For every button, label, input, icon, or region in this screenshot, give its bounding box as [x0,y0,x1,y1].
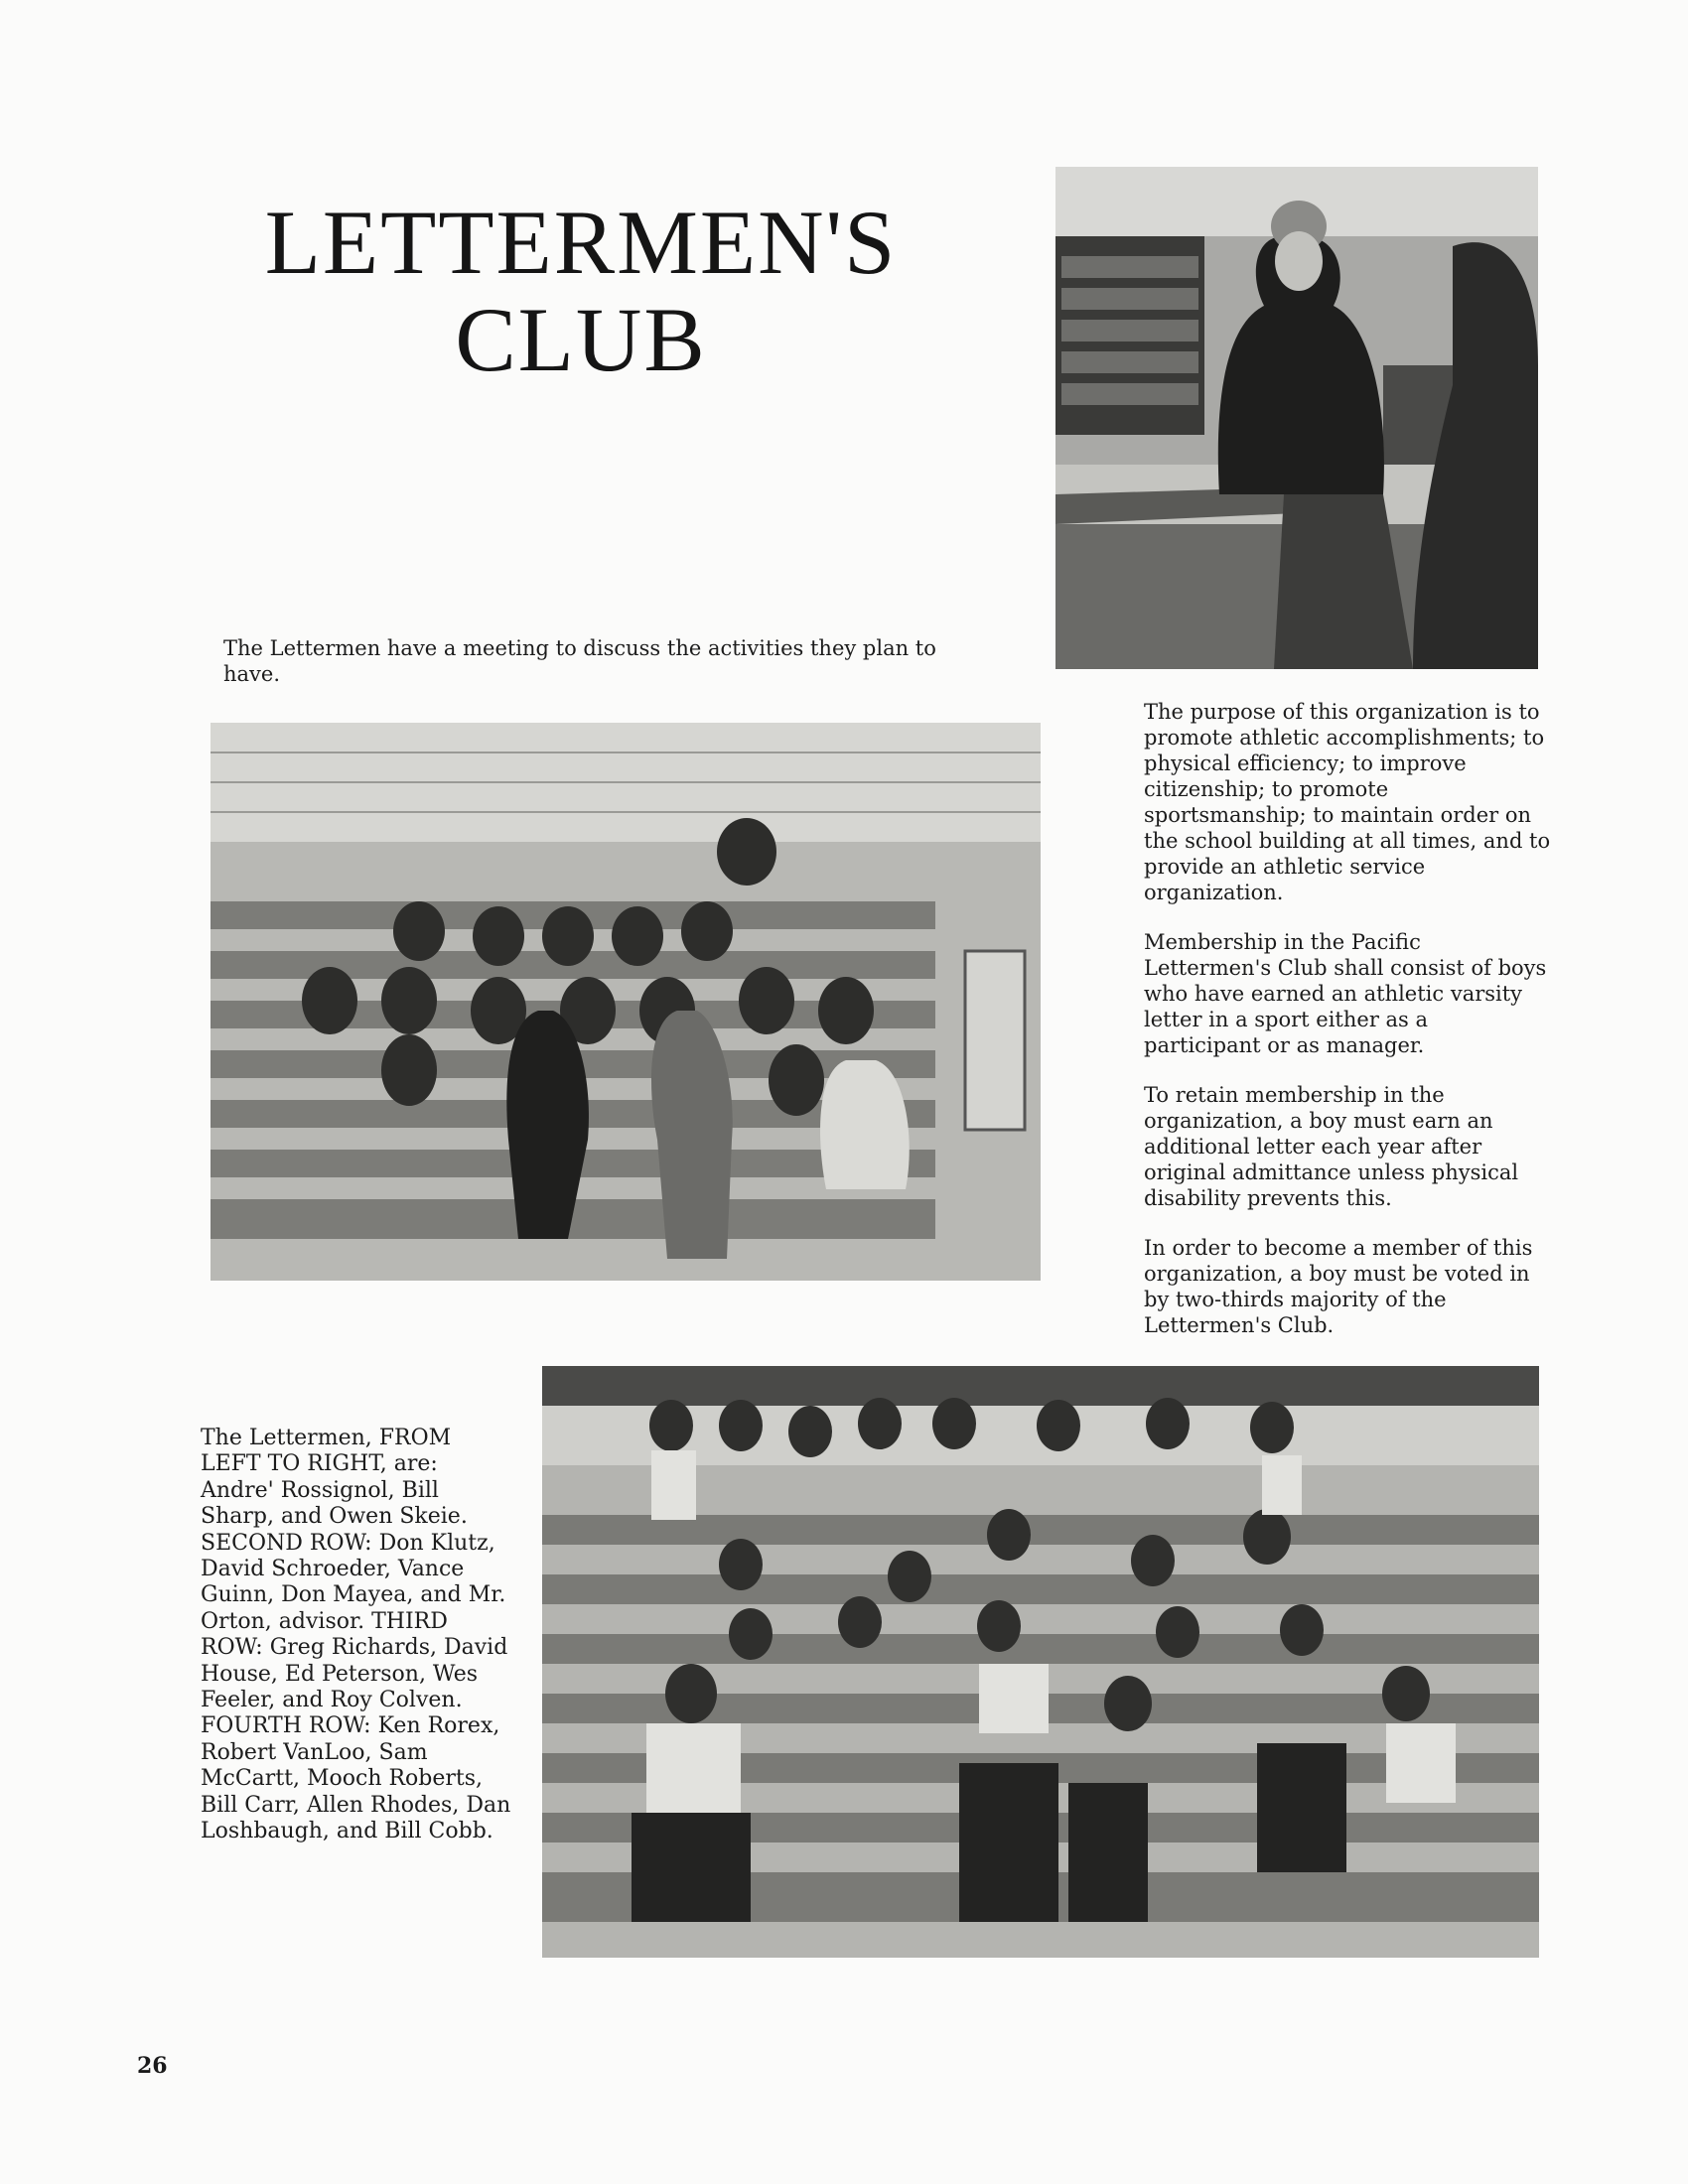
admission-paragraph: In order to become a member of this organization, a boy must be voted in by two-thirds majority of the Lettermen's Club. [1144,1236,1533,1337]
page-number: 26 [137,2053,168,2079]
title-line-2: CLUB [455,289,707,390]
title-line-1: LETTERMEN'S [264,192,898,293]
retention-paragraph: To retain membership in the organization, a boy must earn an additional letter each year after original admittance unless physical disability prevents this. [1144,1083,1519,1210]
group-photo [542,1366,1539,1958]
purpose-paragraph: The purpose of this organization is to promote athletic accomplishments; to physical efficiency; to improve citizenship; to promote sportsmanship; to maintain order on the school building at all times, and to provide an athletic service organization. [1144,700,1551,904]
membership-paragraph: Membership in the Pacific Lettermen's Club shall consist of boys who have earned an athletic varsity letter in a sport either as a participant or as manager. [1144,930,1547,1057]
meeting-caption: The Lettermen have a meeting to discuss the activities they plan to have. [223,636,936,686]
group-caption: The Lettermen, FROM LEFT TO RIGHT, are: Andre' Rossignol, Bill Sharp, and Owen Skeie. SECOND ROW: Don Klutz, David Schroeder, Vance Guinn, Don Mayea, and Mr. Orton, advisor. THIRD ROW: Greg Richards, David House, Ed Peterson, Wes Feeler, and Roy Colven. FOURTH ROW: Ken Rorex, Robert VanLoo, Sam McCartt, Mooch Roberts, Bill Carr, Allen Rhodes, Dan Loshbaugh, and Bill Cobb. [201,1426,511,1844]
body-text [1144,699,1551,1362]
page-title [199,194,963,388]
meeting-photo [211,723,1041,1281]
advisor-photo [1055,167,1538,669]
